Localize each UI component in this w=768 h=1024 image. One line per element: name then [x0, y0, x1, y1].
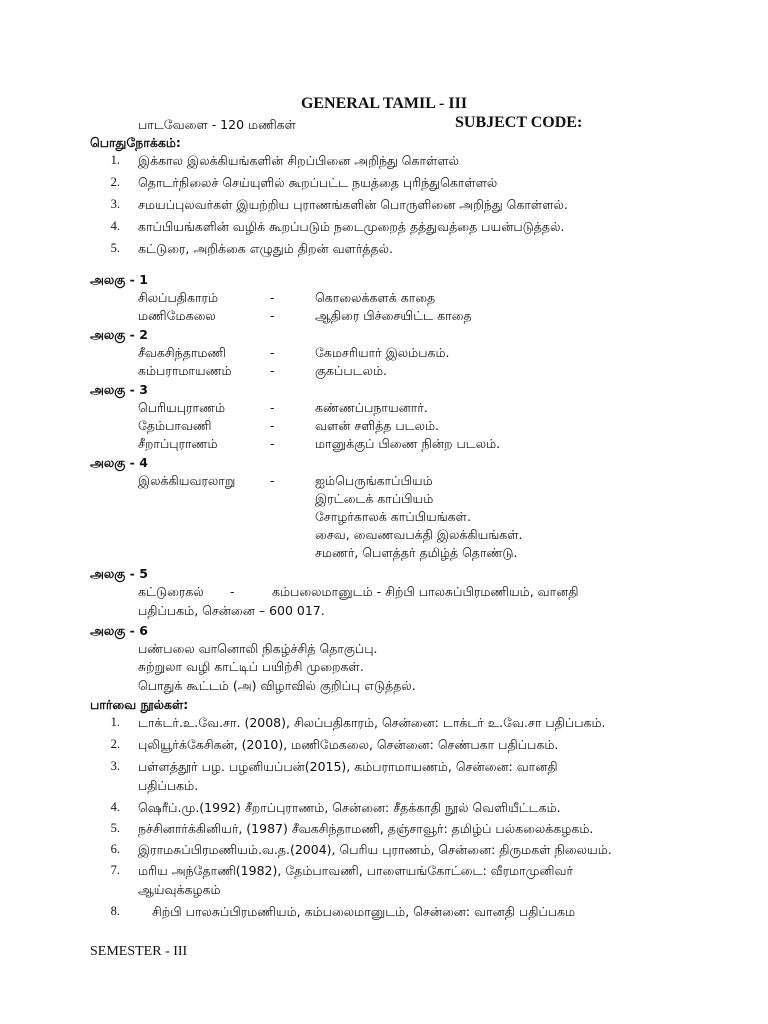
reference-number: 3.: [110, 759, 120, 773]
unit-work: இலக்கியவரலாறு: [138, 473, 236, 488]
reference-number: 6.: [110, 842, 120, 856]
objective-number: 2.: [110, 175, 120, 189]
unit-part: மானுக்குப் பிணை நின்ற படலம்.: [315, 436, 501, 451]
unit5-separator: -: [230, 584, 235, 599]
unit-work: பெரியபுராணம்: [138, 400, 225, 415]
unit-separator: -: [270, 436, 275, 451]
unit-part: சோழர்காலக் காப்பியங்கள்.: [315, 509, 471, 524]
reference-item-continued: ஆய்வுக்கழகம்: [138, 882, 221, 897]
unit-part: சைவ, வைணவபக்தி இலக்கியங்கள்.: [315, 527, 523, 542]
reference-item: ஷெரீப்.மு.(1992) சீறாப்புராணம், சென்னை: சீதக்காதி நூல் வெளியீட்டகம்.: [138, 800, 561, 815]
unit-separator: -: [270, 400, 275, 415]
unit-heading: அலகு - 1: [90, 272, 148, 287]
unit-part: இரட்டைக் காப்பியம்: [315, 491, 434, 506]
objective-item: காப்பியங்களின் வழிக் கூறப்படும் நடைமுறைத் தத்துவத்தை பயன்படுத்தல்.: [138, 219, 565, 234]
reference-number: 5.: [110, 821, 120, 835]
reference-item: சிற்பி பாலசுப்பிரமணியம், கம்பலைமானுடம், சென்னை: வானதி பதிப்பகம: [152, 904, 576, 919]
objective-number: 3.: [110, 197, 120, 211]
unit-part: ஆதிரை பிச்சையிட்ட காதை: [315, 308, 472, 323]
unit5-text: கம்பலைமானுடம் - சிற்பி பாலசுப்பிரமணியம், வானதி: [272, 584, 579, 599]
unit-separator: -: [270, 363, 275, 378]
reference-item: இராமசுப்பிரமணியம்.வ.த.(2004), பெரிய புராணம், சென்னை: திருமகள் நிலையம்.: [138, 842, 612, 857]
reference-number: 2.: [110, 737, 120, 751]
unit-work: தேம்பாவணி: [138, 418, 212, 433]
reference-item: புலியூர்க்கேசிகன், (2010), மணிமேகலை, சென்னை: செண்பகா பதிப்பகம்.: [138, 737, 559, 752]
unit-part: ஐம்பெருங்காப்பியம்: [315, 473, 433, 488]
page-title: GENERAL TAMIL - III: [300, 95, 468, 112]
objectives-heading: பொதுநோக்கம்:: [90, 135, 181, 150]
unit-heading: அலகு - 6: [90, 623, 148, 638]
objective-item: இக்கால இலக்கியங்களின் சிறப்பினை அறிந்து கொள்ளல்: [138, 153, 459, 168]
references-heading: பார்வை நூல்கள்:: [90, 697, 189, 712]
subject-code: SUBJECT CODE:: [455, 114, 583, 131]
unit-heading: அலகு - 4: [90, 455, 148, 470]
unit-work: சிலப்பதிகாரம்: [138, 290, 219, 305]
unit-separator: -: [270, 308, 275, 323]
objective-number: 4.: [110, 219, 120, 233]
unit-part: கொலைக்களக் காதை: [315, 290, 436, 305]
unit-part: குகப்படலம்.: [315, 363, 387, 378]
duration-line: பாடவேளை - 120 மணிகள்: [138, 117, 296, 132]
unit6-line: பொதுக் கூட்டம் (அ) விழாவில் குறிப்பு எடுத்தல்.: [138, 678, 416, 693]
objective-number: 5.: [110, 241, 120, 255]
unit-work: மணிமேகலை: [138, 308, 216, 323]
unit6-line: பண்பலை வானொலி நிகழ்ச்சித் தொகுப்பு.: [138, 641, 378, 656]
unit-work: கம்பராமாயணம்: [138, 363, 232, 378]
reference-item: நச்சினார்க்கினியர், (1987) சீவகசிந்தாமணி, தஞ்சாவூர்: தமிழ்ப் பல்கலைக்கழகம்.: [138, 821, 594, 836]
reference-item: பள்ளத்தூர் பழ. பழனியப்பன்(2015), கம்பராமாயணம், சென்னை: வானதி: [138, 759, 558, 774]
unit-separator: -: [270, 345, 275, 360]
reference-number: 4.: [110, 800, 120, 814]
reference-item-continued: பதிப்பகம்.: [138, 778, 199, 793]
unit-separator: -: [270, 290, 275, 305]
reference-number: 8.: [110, 904, 120, 918]
unit5-text: பதிப்பகம், சென்னை – 600 017.: [138, 603, 325, 618]
unit-work: சீறாப்புராணம்: [138, 436, 218, 451]
footer-semester: SEMESTER - III: [90, 944, 188, 959]
unit-part: கேமசரியார் இலம்பகம்.: [315, 345, 450, 360]
objective-number: 1.: [110, 153, 120, 167]
objective-item: சமயப்புலவர்கள் இயற்றிய புராணங்களின் பொருளினை அறிந்து கொள்ளல்.: [138, 197, 568, 212]
unit5-label: கட்டுரைகல்: [138, 584, 204, 599]
unit-heading: அலகு - 2: [90, 327, 148, 342]
unit6-line: சுற்றுலா வழி காட்டிப் பயிற்சி முறைகள்.: [138, 659, 364, 674]
unit-part: கண்ணப்பநாயனார்.: [315, 400, 428, 415]
objective-item: தொடர்நிலைச் செய்யுளில் கூறப்பட்ட நயத்தை புரிந்துகொள்ளல்: [138, 175, 498, 190]
unit-heading: அலகு - 5: [90, 566, 148, 581]
unit-separator: -: [270, 473, 275, 488]
unit-part: சமணர், பௌத்தர் தமிழ்த் தொண்டு.: [315, 545, 518, 560]
reference-item: மரிய அந்தோணி(1982), தேம்பாவணி, பாளையங்கோட்டை: வீரமாமுனிவர்: [138, 863, 573, 878]
unit-heading: அலகு - 3: [90, 382, 148, 397]
unit-work: சீவகசிந்தாமணி: [138, 345, 227, 360]
unit-part: வளன் சளித்த படலம்.: [315, 418, 439, 433]
reference-number: 7.: [110, 863, 120, 877]
objective-item: கட்டுரை, அறிக்கை எழுதும் திறன் வளர்த்தல்.: [138, 241, 394, 256]
reference-number: 1.: [110, 715, 120, 729]
unit-separator: -: [270, 418, 275, 433]
reference-item: டாக்டர்.உ.வே.சா. (2008), சிலப்பதிகாரம், சென்னை: டாக்டர் உ.வே.சா பதிப்பகம்.: [138, 715, 606, 730]
